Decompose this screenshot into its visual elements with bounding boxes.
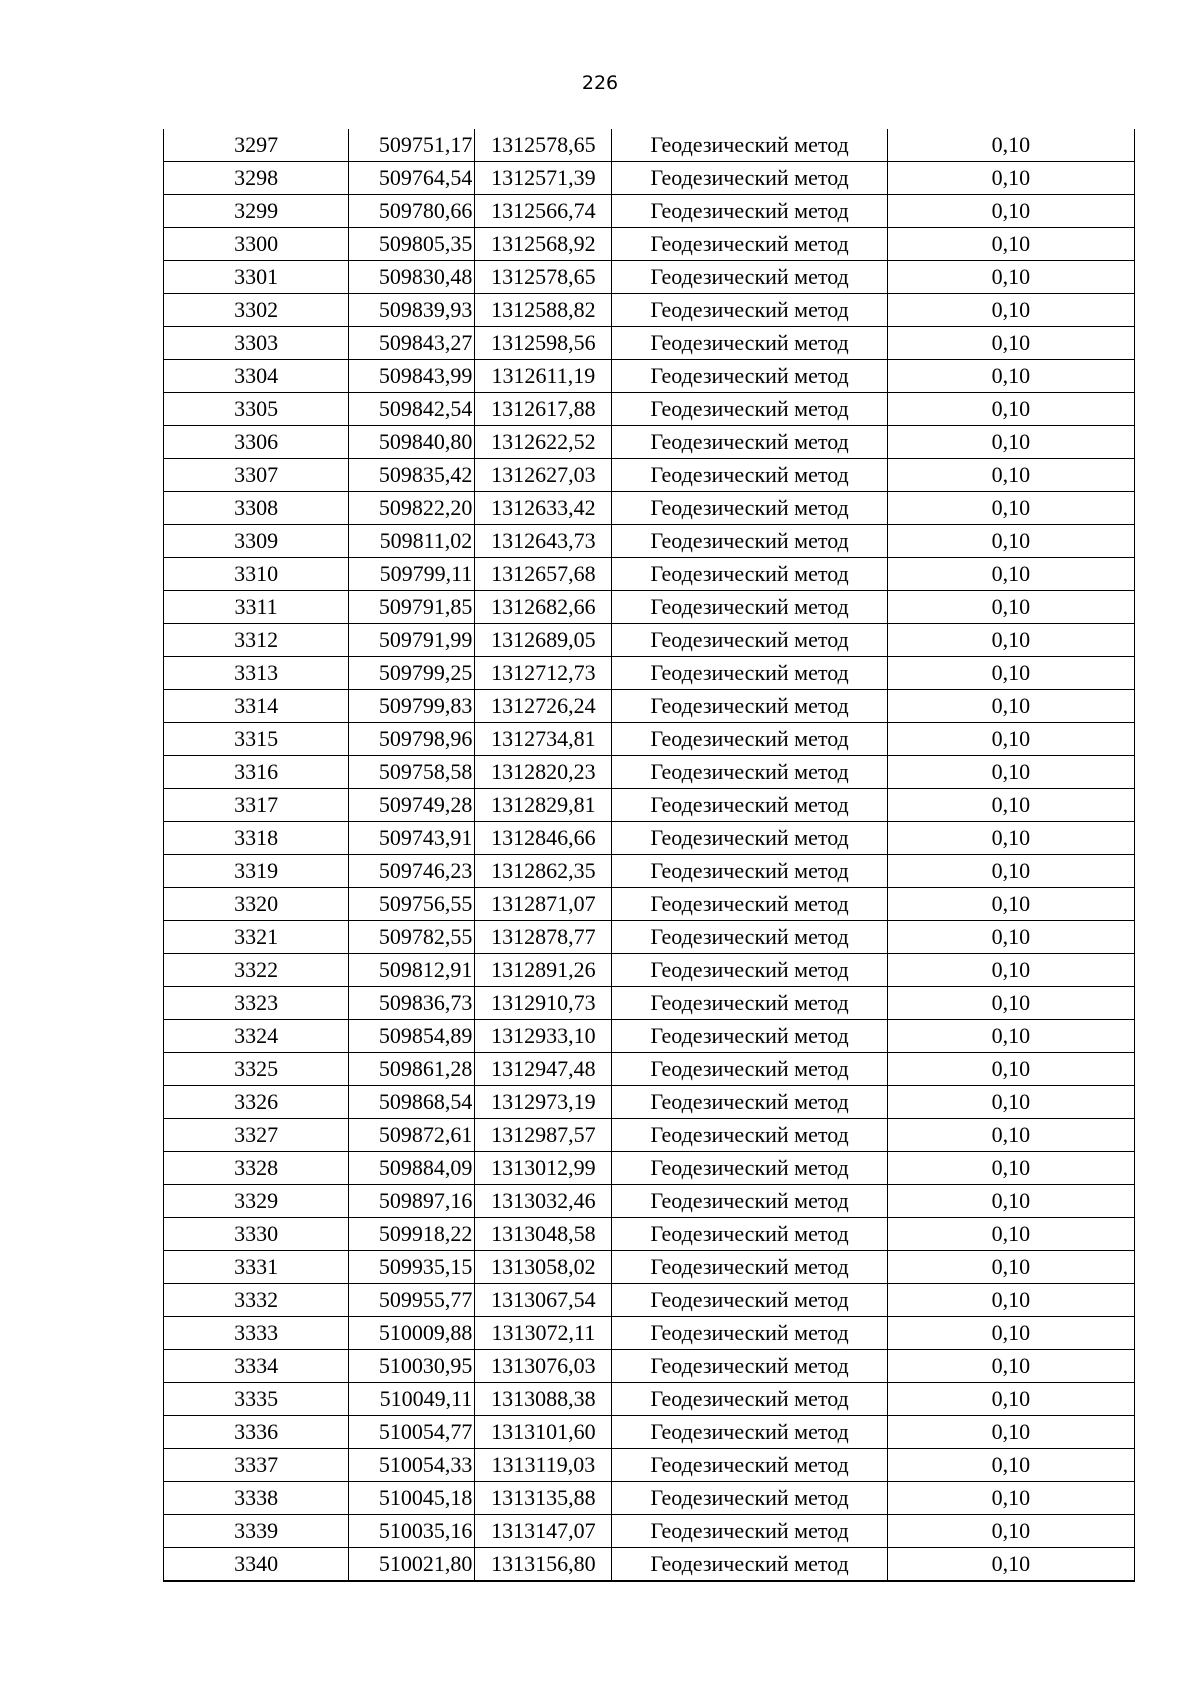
point-number-cell: 3306	[164, 426, 349, 459]
point-number-cell: 3297	[164, 129, 349, 162]
x-coordinate-cell: 509822,20	[349, 492, 475, 525]
y-coordinate-cell: 1313119,03	[475, 1449, 612, 1482]
accuracy-cell: 0,10	[887, 1119, 1134, 1152]
point-number-cell: 3308	[164, 492, 349, 525]
table-row	[164, 1317, 1135, 1350]
x-coordinate-cell: 509842,54	[349, 393, 475, 426]
accuracy-cell: 0,10	[887, 1317, 1134, 1350]
accuracy-cell: 0,10	[887, 1020, 1134, 1053]
point-number-cell: 3329	[164, 1185, 349, 1218]
accuracy-cell: 0,10	[887, 492, 1134, 525]
x-coordinate-cell: 510054,77	[349, 1416, 475, 1449]
table-row	[164, 1053, 1135, 1086]
accuracy-cell: 0,10	[887, 1218, 1134, 1251]
accuracy-cell: 0,10	[887, 657, 1134, 690]
point-number-cell: 3336	[164, 1416, 349, 1449]
point-number-cell: 3309	[164, 525, 349, 558]
method-cell: Геодезический метод	[612, 1482, 887, 1515]
method-cell: Геодезический метод	[612, 1383, 887, 1416]
y-coordinate-cell: 1312657,68	[475, 558, 612, 591]
method-cell: Геодезический метод	[612, 1416, 887, 1449]
table-row	[164, 1251, 1135, 1284]
y-coordinate-cell: 1312829,81	[475, 789, 612, 822]
accuracy-cell: 0,10	[887, 327, 1134, 360]
method-cell: Геодезический метод	[612, 690, 887, 723]
y-coordinate-cell: 1312689,05	[475, 624, 612, 657]
table-row	[164, 954, 1135, 987]
point-number-cell: 3312	[164, 624, 349, 657]
table-row	[164, 1086, 1135, 1119]
accuracy-cell: 0,10	[887, 690, 1134, 723]
method-cell: Геодезический метод	[612, 723, 887, 756]
accuracy-cell: 0,10	[887, 591, 1134, 624]
coordinates-table-body	[164, 129, 1135, 1581]
x-coordinate-cell: 510021,80	[349, 1548, 475, 1582]
accuracy-cell: 0,10	[887, 459, 1134, 492]
y-coordinate-cell: 1312578,65	[475, 129, 612, 162]
x-coordinate-cell: 509758,58	[349, 756, 475, 789]
y-coordinate-cell: 1312598,56	[475, 327, 612, 360]
point-number-cell: 3326	[164, 1086, 349, 1119]
accuracy-cell: 0,10	[887, 1284, 1134, 1317]
y-coordinate-cell: 1313101,60	[475, 1416, 612, 1449]
point-number-cell: 3328	[164, 1152, 349, 1185]
point-number-cell: 3310	[164, 558, 349, 591]
point-number-cell: 3301	[164, 261, 349, 294]
coordinates-table	[163, 129, 1135, 1582]
y-coordinate-cell: 1312933,10	[475, 1020, 612, 1053]
y-coordinate-cell: 1312627,03	[475, 459, 612, 492]
table-row	[164, 360, 1135, 393]
table-row	[164, 1185, 1135, 1218]
accuracy-cell: 0,10	[887, 1251, 1134, 1284]
point-number-cell: 3338	[164, 1482, 349, 1515]
y-coordinate-cell: 1312947,48	[475, 1053, 612, 1086]
point-number-cell: 3325	[164, 1053, 349, 1086]
x-coordinate-cell: 510054,33	[349, 1449, 475, 1482]
y-coordinate-cell: 1312734,81	[475, 723, 612, 756]
method-cell: Геодезический метод	[612, 624, 887, 657]
x-coordinate-cell: 509805,35	[349, 228, 475, 261]
y-coordinate-cell: 1312633,42	[475, 492, 612, 525]
x-coordinate-cell: 510035,16	[349, 1515, 475, 1548]
method-cell: Геодезический метод	[612, 987, 887, 1020]
table-row	[164, 1119, 1135, 1152]
table-row	[164, 1284, 1135, 1317]
point-number-cell: 3304	[164, 360, 349, 393]
method-cell: Геодезический метод	[612, 789, 887, 822]
y-coordinate-cell: 1313032,46	[475, 1185, 612, 1218]
x-coordinate-cell: 509854,89	[349, 1020, 475, 1053]
accuracy-cell: 0,10	[887, 1086, 1134, 1119]
x-coordinate-cell: 509839,93	[349, 294, 475, 327]
point-number-cell: 3305	[164, 393, 349, 426]
method-cell: Геодезический метод	[612, 1086, 887, 1119]
table-row	[164, 492, 1135, 525]
table-row	[164, 987, 1135, 1020]
accuracy-cell: 0,10	[887, 1416, 1134, 1449]
method-cell: Геодезический метод	[612, 525, 887, 558]
point-number-cell: 3333	[164, 1317, 349, 1350]
accuracy-cell: 0,10	[887, 129, 1134, 162]
accuracy-cell: 0,10	[887, 1185, 1134, 1218]
method-cell: Геодезический метод	[612, 822, 887, 855]
method-cell: Геодезический метод	[612, 558, 887, 591]
y-coordinate-cell: 1313058,02	[475, 1251, 612, 1284]
method-cell: Геодезический метод	[612, 954, 887, 987]
table-row	[164, 129, 1135, 162]
y-coordinate-cell: 1312682,66	[475, 591, 612, 624]
method-cell: Геодезический метод	[612, 1020, 887, 1053]
accuracy-cell: 0,10	[887, 624, 1134, 657]
x-coordinate-cell: 510030,95	[349, 1350, 475, 1383]
point-number-cell: 3323	[164, 987, 349, 1020]
point-number-cell: 3311	[164, 591, 349, 624]
y-coordinate-cell: 1312643,73	[475, 525, 612, 558]
method-cell: Геодезический метод	[612, 657, 887, 690]
y-coordinate-cell: 1312588,82	[475, 294, 612, 327]
method-cell: Геодезический метод	[612, 1548, 887, 1582]
table-row	[164, 1548, 1135, 1582]
point-number-cell: 3331	[164, 1251, 349, 1284]
method-cell: Геодезический метод	[612, 261, 887, 294]
point-number-cell: 3307	[164, 459, 349, 492]
x-coordinate-cell: 509751,17	[349, 129, 475, 162]
x-coordinate-cell: 509764,54	[349, 162, 475, 195]
method-cell: Геодезический метод	[612, 1218, 887, 1251]
table-row	[164, 657, 1135, 690]
point-number-cell: 3303	[164, 327, 349, 360]
method-cell: Геодезический метод	[612, 360, 887, 393]
x-coordinate-cell: 509918,22	[349, 1218, 475, 1251]
x-coordinate-cell: 509830,48	[349, 261, 475, 294]
accuracy-cell: 0,10	[887, 261, 1134, 294]
accuracy-cell: 0,10	[887, 1383, 1134, 1416]
point-number-cell: 3321	[164, 921, 349, 954]
method-cell: Геодезический метод	[612, 1053, 887, 1086]
point-number-cell: 3320	[164, 888, 349, 921]
y-coordinate-cell: 1312846,66	[475, 822, 612, 855]
table-row	[164, 921, 1135, 954]
method-cell: Геодезический метод	[612, 393, 887, 426]
point-number-cell: 3327	[164, 1119, 349, 1152]
accuracy-cell: 0,10	[887, 1482, 1134, 1515]
x-coordinate-cell: 509743,91	[349, 822, 475, 855]
accuracy-cell: 0,10	[887, 558, 1134, 591]
point-number-cell: 3313	[164, 657, 349, 690]
y-coordinate-cell: 1312712,73	[475, 657, 612, 690]
method-cell: Геодезический метод	[612, 1449, 887, 1482]
table-row	[164, 393, 1135, 426]
method-cell: Геодезический метод	[612, 492, 887, 525]
x-coordinate-cell: 509835,42	[349, 459, 475, 492]
table-row	[164, 822, 1135, 855]
x-coordinate-cell: 509843,99	[349, 360, 475, 393]
y-coordinate-cell: 1312568,92	[475, 228, 612, 261]
y-coordinate-cell: 1313072,11	[475, 1317, 612, 1350]
x-coordinate-cell: 509868,54	[349, 1086, 475, 1119]
point-number-cell: 3299	[164, 195, 349, 228]
y-coordinate-cell: 1312910,73	[475, 987, 612, 1020]
x-coordinate-cell: 509955,77	[349, 1284, 475, 1317]
x-coordinate-cell: 509746,23	[349, 855, 475, 888]
x-coordinate-cell: 509749,28	[349, 789, 475, 822]
accuracy-cell: 0,10	[887, 789, 1134, 822]
x-coordinate-cell: 509872,61	[349, 1119, 475, 1152]
accuracy-cell: 0,10	[887, 888, 1134, 921]
method-cell: Геодезический метод	[612, 228, 887, 261]
x-coordinate-cell: 509799,83	[349, 690, 475, 723]
accuracy-cell: 0,10	[887, 294, 1134, 327]
method-cell: Геодезический метод	[612, 426, 887, 459]
accuracy-cell: 0,10	[887, 195, 1134, 228]
point-number-cell: 3322	[164, 954, 349, 987]
x-coordinate-cell: 509780,66	[349, 195, 475, 228]
x-coordinate-cell: 509843,27	[349, 327, 475, 360]
y-coordinate-cell: 1312611,19	[475, 360, 612, 393]
table-row	[164, 723, 1135, 756]
method-cell: Геодезический метод	[612, 1350, 887, 1383]
y-coordinate-cell: 1312726,24	[475, 690, 612, 723]
x-coordinate-cell: 509798,96	[349, 723, 475, 756]
point-number-cell: 3324	[164, 1020, 349, 1053]
method-cell: Геодезический метод	[612, 888, 887, 921]
point-number-cell: 3337	[164, 1449, 349, 1482]
y-coordinate-cell: 1312622,52	[475, 426, 612, 459]
table-row	[164, 1515, 1135, 1548]
x-coordinate-cell: 509799,25	[349, 657, 475, 690]
accuracy-cell: 0,10	[887, 1152, 1134, 1185]
method-cell: Геодезический метод	[612, 855, 887, 888]
x-coordinate-cell: 509897,16	[349, 1185, 475, 1218]
x-coordinate-cell: 509935,15	[349, 1251, 475, 1284]
x-coordinate-cell: 509840,80	[349, 426, 475, 459]
accuracy-cell: 0,10	[887, 360, 1134, 393]
y-coordinate-cell: 1312871,07	[475, 888, 612, 921]
x-coordinate-cell: 509884,09	[349, 1152, 475, 1185]
method-cell: Геодезический метод	[612, 294, 887, 327]
table-row	[164, 1020, 1135, 1053]
table-row	[164, 327, 1135, 360]
method-cell: Геодезический метод	[612, 1119, 887, 1152]
method-cell: Геодезический метод	[612, 1152, 887, 1185]
y-coordinate-cell: 1313012,99	[475, 1152, 612, 1185]
table-row	[164, 789, 1135, 822]
table-row	[164, 195, 1135, 228]
table-row	[164, 558, 1135, 591]
method-cell: Геодезический метод	[612, 1284, 887, 1317]
y-coordinate-cell: 1313076,03	[475, 1350, 612, 1383]
y-coordinate-cell: 1312878,77	[475, 921, 612, 954]
y-coordinate-cell: 1312891,26	[475, 954, 612, 987]
method-cell: Геодезический метод	[612, 1515, 887, 1548]
x-coordinate-cell: 509812,91	[349, 954, 475, 987]
x-coordinate-cell: 510009,88	[349, 1317, 475, 1350]
accuracy-cell: 0,10	[887, 921, 1134, 954]
accuracy-cell: 0,10	[887, 162, 1134, 195]
table-row	[164, 1449, 1135, 1482]
accuracy-cell: 0,10	[887, 1053, 1134, 1086]
point-number-cell: 3332	[164, 1284, 349, 1317]
table-row	[164, 525, 1135, 558]
method-cell: Геодезический метод	[612, 921, 887, 954]
x-coordinate-cell: 510049,11	[349, 1383, 475, 1416]
point-number-cell: 3316	[164, 756, 349, 789]
accuracy-cell: 0,10	[887, 1350, 1134, 1383]
y-coordinate-cell: 1312862,35	[475, 855, 612, 888]
accuracy-cell: 0,10	[887, 756, 1134, 789]
table-row	[164, 1218, 1135, 1251]
accuracy-cell: 0,10	[887, 954, 1134, 987]
x-coordinate-cell: 509836,73	[349, 987, 475, 1020]
table-row	[164, 756, 1135, 789]
table-row	[164, 855, 1135, 888]
y-coordinate-cell: 1312617,88	[475, 393, 612, 426]
y-coordinate-cell: 1312571,39	[475, 162, 612, 195]
table-row	[164, 228, 1135, 261]
table-row	[164, 1383, 1135, 1416]
table-row	[164, 426, 1135, 459]
y-coordinate-cell: 1313067,54	[475, 1284, 612, 1317]
table-row	[164, 162, 1135, 195]
point-number-cell: 3319	[164, 855, 349, 888]
accuracy-cell: 0,10	[887, 393, 1134, 426]
table-row	[164, 591, 1135, 624]
accuracy-cell: 0,10	[887, 1548, 1134, 1582]
point-number-cell: 3330	[164, 1218, 349, 1251]
x-coordinate-cell: 509782,55	[349, 921, 475, 954]
accuracy-cell: 0,10	[887, 855, 1134, 888]
point-number-cell: 3314	[164, 690, 349, 723]
table-row	[164, 294, 1135, 327]
x-coordinate-cell: 509791,99	[349, 624, 475, 657]
point-number-cell: 3334	[164, 1350, 349, 1383]
page-number: 226	[581, 72, 619, 94]
table-row	[164, 261, 1135, 294]
accuracy-cell: 0,10	[887, 1515, 1134, 1548]
x-coordinate-cell: 509811,02	[349, 525, 475, 558]
point-number-cell: 3340	[164, 1548, 349, 1582]
table-row	[164, 1416, 1135, 1449]
method-cell: Геодезический метод	[612, 1251, 887, 1284]
y-coordinate-cell: 1313147,07	[475, 1515, 612, 1548]
y-coordinate-cell: 1313088,38	[475, 1383, 612, 1416]
accuracy-cell: 0,10	[887, 228, 1134, 261]
point-number-cell: 3315	[164, 723, 349, 756]
x-coordinate-cell: 510045,18	[349, 1482, 475, 1515]
y-coordinate-cell: 1313156,80	[475, 1548, 612, 1582]
y-coordinate-cell: 1313135,88	[475, 1482, 612, 1515]
point-number-cell: 3300	[164, 228, 349, 261]
y-coordinate-cell: 1312973,19	[475, 1086, 612, 1119]
y-coordinate-cell: 1313048,58	[475, 1218, 612, 1251]
accuracy-cell: 0,10	[887, 426, 1134, 459]
method-cell: Геодезический метод	[612, 162, 887, 195]
table-row	[164, 459, 1135, 492]
point-number-cell: 3317	[164, 789, 349, 822]
y-coordinate-cell: 1312987,57	[475, 1119, 612, 1152]
y-coordinate-cell: 1312820,23	[475, 756, 612, 789]
method-cell: Геодезический метод	[612, 129, 887, 162]
table-row	[164, 690, 1135, 723]
y-coordinate-cell: 1312566,74	[475, 195, 612, 228]
x-coordinate-cell: 509861,28	[349, 1053, 475, 1086]
point-number-cell: 3298	[164, 162, 349, 195]
table-row	[164, 624, 1135, 657]
accuracy-cell: 0,10	[887, 525, 1134, 558]
table-row	[164, 888, 1135, 921]
method-cell: Геодезический метод	[612, 1185, 887, 1218]
x-coordinate-cell: 509756,55	[349, 888, 475, 921]
point-number-cell: 3339	[164, 1515, 349, 1548]
method-cell: Геодезический метод	[612, 459, 887, 492]
point-number-cell: 3335	[164, 1383, 349, 1416]
method-cell: Геодезический метод	[612, 327, 887, 360]
point-number-cell: 3318	[164, 822, 349, 855]
accuracy-cell: 0,10	[887, 987, 1134, 1020]
accuracy-cell: 0,10	[887, 1449, 1134, 1482]
point-number-cell: 3302	[164, 294, 349, 327]
table-row	[164, 1152, 1135, 1185]
y-coordinate-cell: 1312578,65	[475, 261, 612, 294]
table-row	[164, 1350, 1135, 1383]
method-cell: Геодезический метод	[612, 195, 887, 228]
accuracy-cell: 0,10	[887, 822, 1134, 855]
x-coordinate-cell: 509791,85	[349, 591, 475, 624]
method-cell: Геодезический метод	[612, 591, 887, 624]
method-cell: Геодезический метод	[612, 1317, 887, 1350]
table-row	[164, 1482, 1135, 1515]
method-cell: Геодезический метод	[612, 756, 887, 789]
x-coordinate-cell: 509799,11	[349, 558, 475, 591]
accuracy-cell: 0,10	[887, 723, 1134, 756]
